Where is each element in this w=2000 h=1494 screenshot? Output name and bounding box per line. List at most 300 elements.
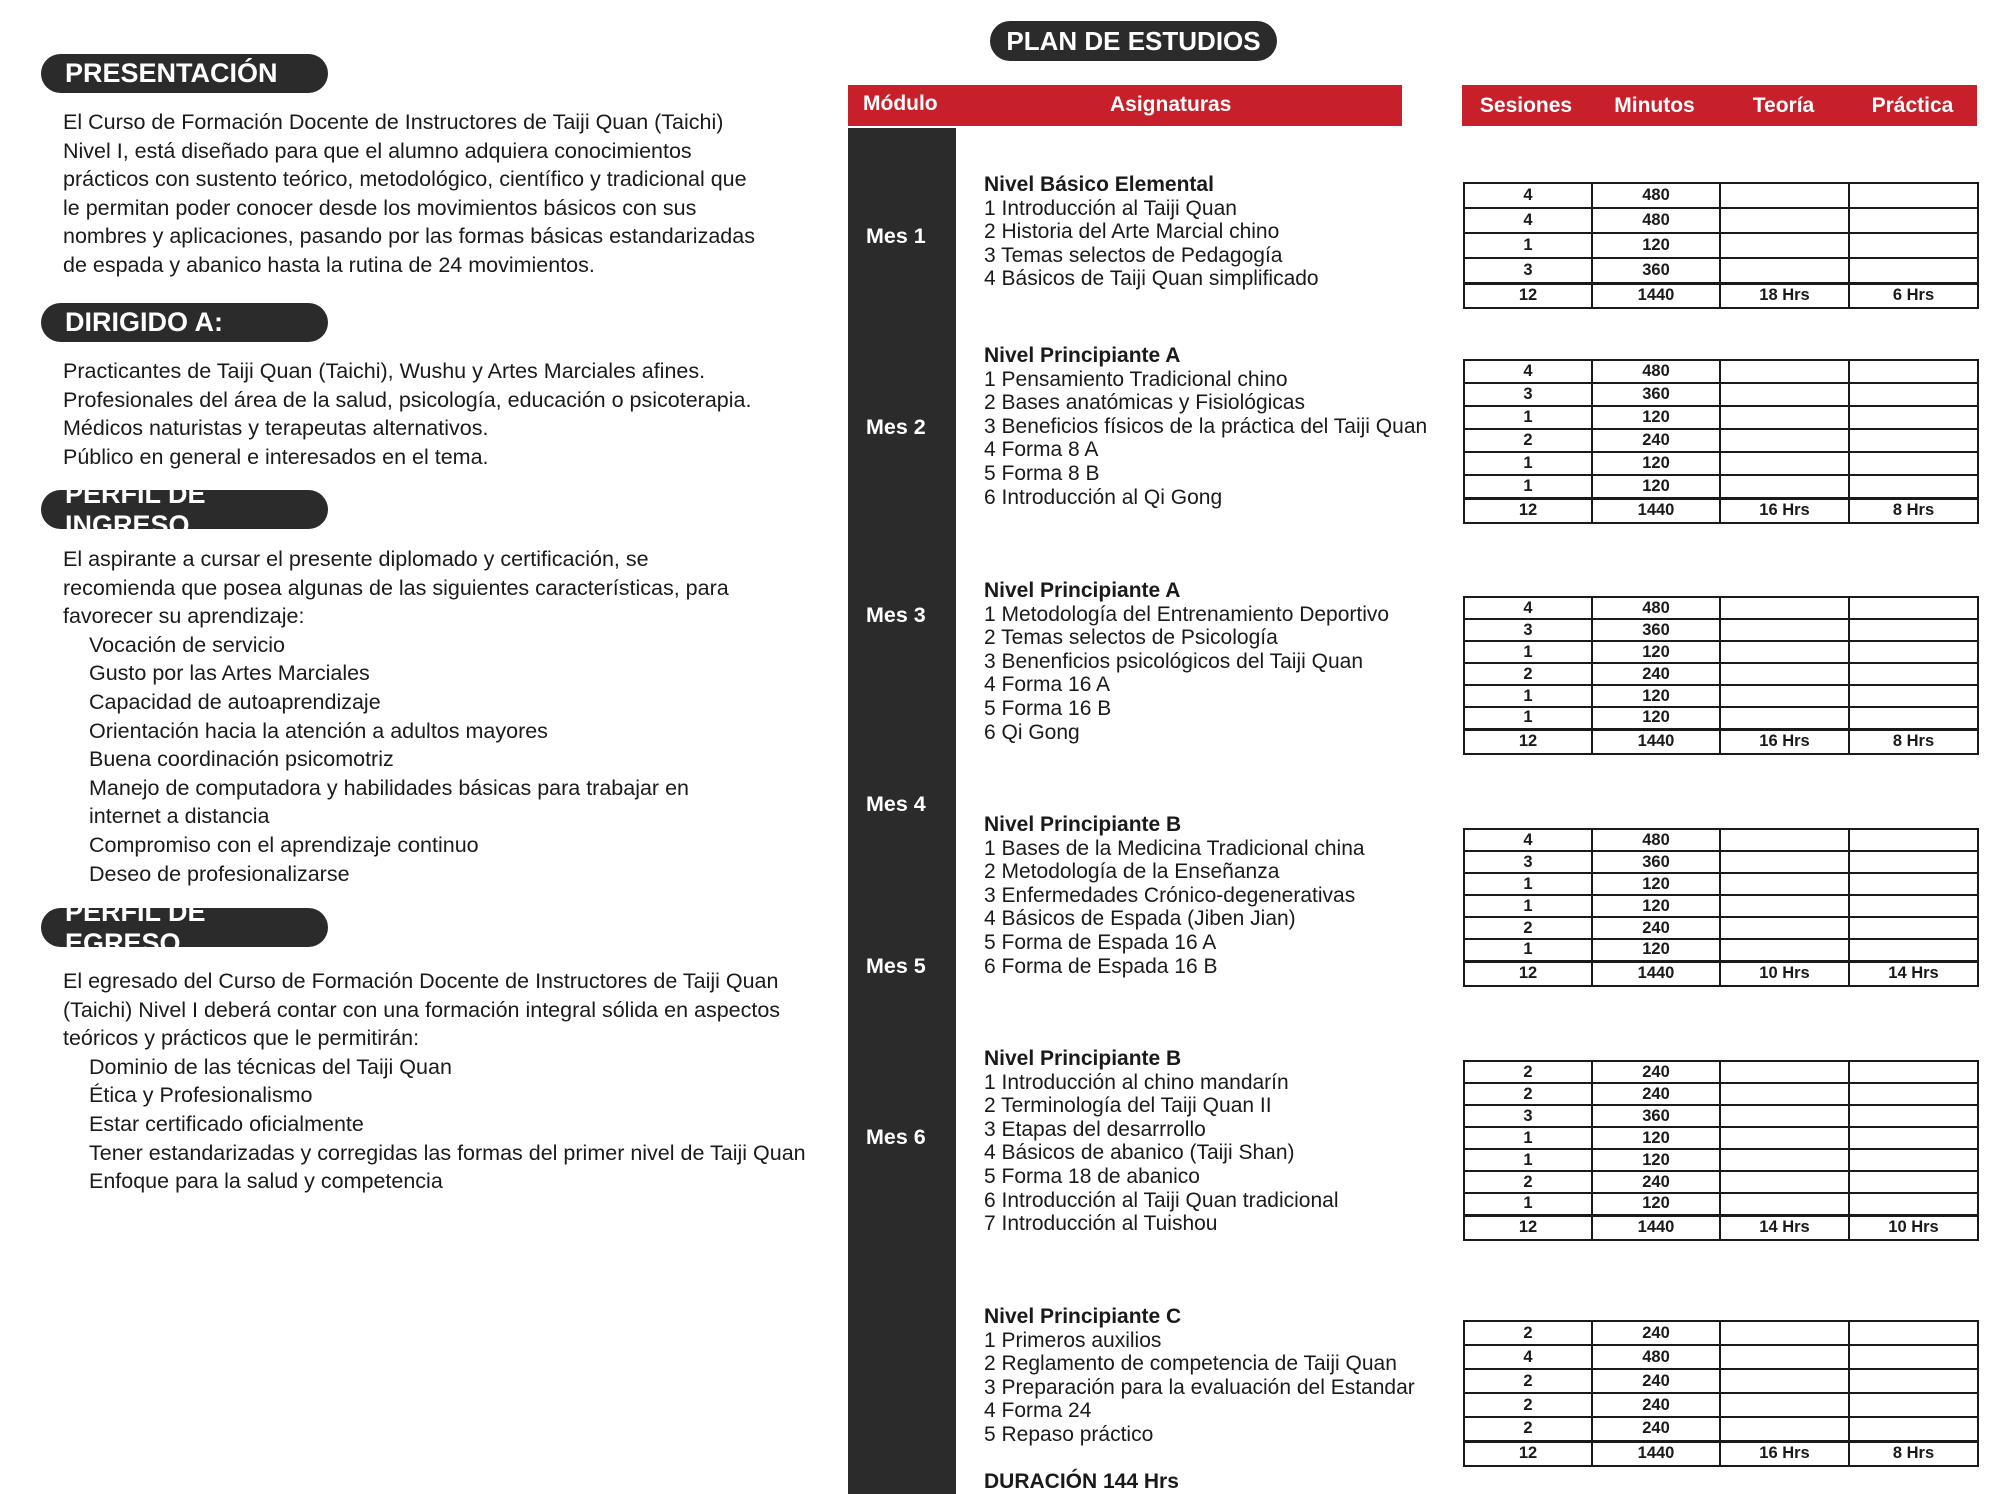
table-row — [1464, 1105, 1978, 1127]
cell-minutos: 1440 — [1592, 283, 1720, 308]
table-row — [1464, 475, 1978, 498]
subject-item: 2 Bases anatómicas y Fisiológicas — [984, 391, 1305, 415]
month-label: Mes 3 — [866, 603, 926, 627]
cell-teoria — [1720, 360, 1849, 383]
cell-practica: 6 Hrs — [1849, 283, 1978, 308]
subject-item: 6 Introducción al Qi Gong — [984, 485, 1223, 509]
cell-sesiones: 12 — [1464, 729, 1592, 754]
cell-practica — [1849, 1083, 1978, 1105]
cell-sesiones: 12 — [1464, 498, 1592, 523]
cell-teoria — [1720, 1321, 1849, 1345]
table-row — [1464, 1321, 1978, 1345]
subject-item: 1 Metodología del Entrenamiento Deportivo — [984, 602, 1390, 626]
cell-minutos: 240 — [1592, 917, 1720, 939]
hours-table — [1463, 182, 1979, 309]
subject-item: 2 Metodología de la Enseñanza — [984, 860, 1280, 884]
subject-item: 4 Básicos de Taiji Quan simplificado — [984, 267, 1319, 291]
cell-practica — [1849, 707, 1978, 729]
subject-item: 4 Básicos de Espada (Jiben Jian) — [984, 907, 1296, 931]
cell-sesiones: 2 — [1464, 429, 1592, 452]
cell-sesiones: 2 — [1464, 1061, 1592, 1083]
cell-minutos: 240 — [1592, 429, 1720, 452]
cell-sesiones: 3 — [1464, 851, 1592, 873]
cell-minutos: 120 — [1592, 1193, 1720, 1215]
subject-item: 5 Repaso práctico — [984, 1422, 1154, 1446]
table-row — [1464, 1127, 1978, 1149]
header-asignaturas: Asignaturas — [1110, 93, 1232, 116]
cell-minutos: 240 — [1592, 1171, 1720, 1193]
cell-sesiones: 1 — [1464, 873, 1592, 895]
table-row — [1464, 1345, 1978, 1369]
subject-item: 1 Primeros auxilios — [984, 1328, 1162, 1352]
duration-label: DURACIÓN 144 Hrs — [984, 1470, 1179, 1493]
cell-sesiones: 4 — [1464, 360, 1592, 383]
cell-minutos: 360 — [1592, 619, 1720, 641]
text-line: Público en general e interesados en el tema. — [63, 444, 489, 469]
cell-practica: 8 Hrs — [1849, 498, 1978, 523]
total-row — [1464, 961, 1978, 986]
cell-teoria — [1720, 1193, 1849, 1215]
cell-teoria — [1720, 641, 1849, 663]
cell-sesiones: 12 — [1464, 961, 1592, 986]
cell-minutos: 240 — [1592, 1321, 1720, 1345]
cell-teoria: 16 Hrs — [1720, 498, 1849, 523]
list-item: Orientación hacia la atención a adultos mayores — [89, 718, 548, 743]
level-title: Nivel Principiante B — [984, 1047, 1182, 1070]
cell-sesiones: 3 — [1464, 258, 1592, 283]
text-line: El Curso de Formación Docente de Instructores de Taiji Quan (Taichi) — [63, 110, 724, 134]
cell-minutos: 480 — [1592, 1345, 1720, 1369]
cell-practica: 8 Hrs — [1849, 729, 1978, 754]
cell-minutos: 120 — [1592, 685, 1720, 707]
cell-practica — [1849, 258, 1978, 283]
header-teoria: Teoría — [1752, 94, 1815, 117]
list-item: Estar certificado oficialmente — [89, 1111, 364, 1136]
level-title: Nivel Básico Elemental — [984, 173, 1214, 196]
table-row — [1464, 1171, 1978, 1193]
cell-practica — [1849, 360, 1978, 383]
cell-teoria — [1720, 1417, 1849, 1441]
text-line: recomienda que posea algunas de las siguientes características, para — [63, 575, 729, 600]
subject-item: 5 Forma de Espada 16 A — [984, 930, 1217, 954]
text-line: favorecer su aprendizaje: — [63, 604, 305, 629]
section-title-ingreso: PERFIL DE INGRESO — [41, 490, 328, 529]
subject-item: 7 Introducción al Tuishou — [984, 1212, 1218, 1236]
cell-minutos: 1440 — [1592, 961, 1720, 986]
cell-minutos: 120 — [1592, 939, 1720, 961]
cell-practica — [1849, 685, 1978, 707]
cell-minutos: 1440 — [1592, 498, 1720, 523]
cell-sesiones: 1 — [1464, 641, 1592, 663]
subject-block — [984, 1047, 1339, 1236]
cell-teoria — [1720, 383, 1849, 406]
list-item: Dominio de las técnicas del Taiji Quan — [89, 1054, 452, 1079]
month-label: Mes 5 — [866, 954, 926, 978]
section-title-dirigido: DIRIGIDO A: — [41, 303, 328, 342]
header-sesiones: Sesiones — [1479, 94, 1573, 117]
cell-practica — [1849, 1171, 1978, 1193]
level-title: Nivel Principiante C — [984, 1305, 1182, 1328]
text-line: le permitan poder conocer desde los movimientos básicos con sus — [63, 195, 697, 220]
cell-minutos: 1440 — [1592, 1441, 1720, 1466]
subject-item: 4 Forma 24 — [984, 1399, 1092, 1423]
table-row — [1464, 1061, 1978, 1083]
cell-practica — [1849, 619, 1978, 641]
cell-minutos: 480 — [1592, 829, 1720, 851]
total-row — [1464, 1215, 1978, 1240]
subject-item: 3 Benenficios psicológicos del Taiji Quan — [984, 649, 1364, 673]
cell-teoria — [1720, 597, 1849, 619]
table-row — [1464, 383, 1978, 406]
cell-minutos: 360 — [1592, 383, 1720, 406]
cell-sesiones: 2 — [1464, 1369, 1592, 1393]
level-title: Nivel Principiante B — [984, 813, 1182, 836]
cell-minutos: 1440 — [1592, 1215, 1720, 1240]
table-row — [1464, 851, 1978, 873]
cell-sesiones: 1 — [1464, 707, 1592, 729]
table-row — [1464, 917, 1978, 939]
cell-teoria — [1720, 685, 1849, 707]
cell-practica — [1849, 663, 1978, 685]
cell-practica — [1849, 233, 1978, 258]
cell-minutos: 360 — [1592, 258, 1720, 283]
cell-practica — [1849, 183, 1978, 208]
cell-minutos: 480 — [1592, 183, 1720, 208]
list-item: Gusto por las Artes Marciales — [89, 661, 370, 686]
text-line: El aspirante a cursar el presente diplomado y certificación, se — [63, 547, 649, 571]
cell-minutos: 120 — [1592, 452, 1720, 475]
cell-minutos: 240 — [1592, 663, 1720, 685]
cell-teoria — [1720, 939, 1849, 961]
table-row — [1464, 1083, 1978, 1105]
list-item: Tener estandarizadas y corregidas las formas del primer nivel de Taiji Quan — [89, 1140, 806, 1165]
cell-sesiones: 1 — [1464, 1193, 1592, 1215]
month-label: Mes 6 — [866, 1125, 926, 1149]
text-line: (Taichi) Nivel I deberá contar con una formación integral sólida en aspectos — [63, 997, 781, 1022]
cell-sesiones: 2 — [1464, 1417, 1592, 1441]
table-row — [1464, 1417, 1978, 1441]
cell-teoria — [1720, 829, 1849, 851]
cell-sesiones: 1 — [1464, 1149, 1592, 1171]
cell-practica — [1849, 939, 1978, 961]
subject-block — [984, 344, 1427, 509]
subject-item: 4 Forma 16 A — [984, 673, 1111, 697]
list-item: Vocación de servicio — [89, 632, 285, 657]
table-row — [1464, 452, 1978, 475]
cell-sesiones: 4 — [1464, 829, 1592, 851]
table-row — [1464, 641, 1978, 663]
ingreso-text — [63, 545, 729, 888]
cell-sesiones: 1 — [1464, 406, 1592, 429]
table-row — [1464, 829, 1978, 851]
cell-teoria — [1720, 406, 1849, 429]
list-item: Manejo de computadora y habilidades básicas para trabajar en — [89, 775, 689, 800]
cell-minutos: 120 — [1592, 1127, 1720, 1149]
cell-teoria — [1720, 452, 1849, 475]
text-line: Médicos naturistas y terapeutas alternativos. — [63, 416, 489, 441]
cell-sesiones: 1 — [1464, 685, 1592, 707]
cell-minutos: 240 — [1592, 1417, 1720, 1441]
subject-item: 5 Forma 8 B — [984, 461, 1100, 485]
subject-item: 3 Etapas del desarrrollo — [984, 1117, 1206, 1141]
table-row — [1464, 895, 1978, 917]
cell-practica — [1849, 1061, 1978, 1083]
cell-teoria — [1720, 663, 1849, 685]
header-bar-hours — [1462, 85, 1977, 126]
subject-item: 6 Qi Gong — [984, 720, 1080, 744]
cell-sesiones: 1 — [1464, 233, 1592, 258]
cell-teoria — [1720, 707, 1849, 729]
cell-minutos: 120 — [1592, 873, 1720, 895]
table-row — [1464, 429, 1978, 452]
text-line: nombres y aplicaciones, pasando por las formas básicas estandarizadas — [63, 224, 755, 249]
cell-teoria — [1720, 475, 1849, 498]
subject-item: 3 Enfermedades Crónico-degenerativas — [984, 883, 1356, 907]
cell-practica: 14 Hrs — [1849, 961, 1978, 986]
cell-practica — [1849, 851, 1978, 873]
cell-practica — [1849, 208, 1978, 233]
subject-item: 6 Introducción al Taiji Quan tradicional — [984, 1188, 1339, 1212]
presentacion-text — [63, 108, 755, 280]
cell-minutos: 240 — [1592, 1393, 1720, 1417]
dirigido-text — [63, 357, 751, 471]
table-row — [1464, 208, 1978, 233]
cell-teoria: 18 Hrs — [1720, 283, 1849, 308]
cell-practica — [1849, 429, 1978, 452]
list-item: Enfoque para la salud y competencia — [89, 1169, 443, 1194]
table-row — [1464, 597, 1978, 619]
subject-item: 3 Beneficios físicos de la práctica del Taiji Quan — [984, 414, 1428, 438]
cell-minutos: 120 — [1592, 707, 1720, 729]
cell-minutos: 120 — [1592, 233, 1720, 258]
cell-sesiones: 1 — [1464, 452, 1592, 475]
hours-table — [1463, 596, 1979, 755]
cell-sesiones: 4 — [1464, 208, 1592, 233]
subject-item: 2 Historia del Arte Marcial chino — [984, 220, 1280, 244]
text-line: El egresado del Curso de Formación Docente de Instructores de Taiji Quan — [63, 969, 779, 993]
cell-teoria — [1720, 429, 1849, 452]
text-line: prácticos con sustento teórico, metodológico, científico y tradicional que — [63, 167, 747, 192]
cell-teoria — [1720, 183, 1849, 208]
cell-teoria — [1720, 873, 1849, 895]
table-row — [1464, 663, 1978, 685]
cell-minutos: 1440 — [1592, 729, 1720, 754]
table-row — [1464, 873, 1978, 895]
table-row — [1464, 1193, 1978, 1215]
subject-block — [984, 173, 1319, 291]
subject-block — [984, 1305, 1415, 1447]
table-row — [1464, 685, 1978, 707]
cell-practica — [1849, 1369, 1978, 1393]
cell-sesiones: 2 — [1464, 1083, 1592, 1105]
table-row — [1464, 406, 1978, 429]
list-item: Buena coordinación psicomotriz — [89, 747, 394, 772]
cell-sesiones: 1 — [1464, 895, 1592, 917]
text-line: Profesionales del área de la salud, psicología, educación o psicoterapia. — [63, 387, 752, 412]
table-row — [1464, 619, 1978, 641]
cell-teoria: 16 Hrs — [1720, 729, 1849, 754]
header-minutos: Minutos — [1614, 94, 1695, 117]
subject-item: 3 Preparación para la evaluación del Estandar — [984, 1375, 1415, 1399]
cell-practica — [1849, 452, 1978, 475]
subject-item: 1 Introducción al Taiji Quan — [984, 196, 1237, 220]
cell-practica — [1849, 1193, 1978, 1215]
cell-minutos: 120 — [1592, 475, 1720, 498]
table-row — [1464, 1149, 1978, 1171]
cell-teoria — [1720, 851, 1849, 873]
section-title-egreso: PERFIL DE EGRESO — [41, 908, 328, 947]
cell-teoria — [1720, 1083, 1849, 1105]
list-item: Ética y Profesionalismo — [89, 1083, 313, 1108]
cell-practica — [1849, 406, 1978, 429]
cell-sesiones: 12 — [1464, 1215, 1592, 1240]
cell-sesiones: 4 — [1464, 597, 1592, 619]
table-row — [1464, 258, 1978, 283]
cell-practica — [1849, 1321, 1978, 1345]
subject-item: 5 Forma 16 B — [984, 696, 1112, 720]
cell-sesiones: 12 — [1464, 283, 1592, 308]
cell-practica — [1849, 475, 1978, 498]
cell-teoria — [1720, 895, 1849, 917]
cell-sesiones: 2 — [1464, 1321, 1592, 1345]
month-label: Mes 4 — [866, 792, 926, 816]
hours-table — [1463, 1060, 1979, 1241]
cell-practica — [1849, 641, 1978, 663]
cell-teoria: 16 Hrs — [1720, 1441, 1849, 1466]
hours-table — [1463, 359, 1979, 524]
cell-teoria — [1720, 258, 1849, 283]
cell-practica: 10 Hrs — [1849, 1215, 1978, 1240]
subject-item: 1 Bases de la Medicina Tradicional china — [984, 836, 1365, 860]
header-bar-subjects — [848, 85, 1402, 126]
text-line: Nivel I, está diseñado para que el alumno adquiera conocimientos — [63, 138, 692, 163]
cell-sesiones: 3 — [1464, 1105, 1592, 1127]
subject-item: 3 Temas selectos de Pedagogía — [984, 243, 1283, 267]
subject-block — [984, 813, 1365, 978]
subject-item: 2 Temas selectos de Psicología — [984, 626, 1278, 650]
list-item: internet a distancia — [89, 804, 270, 829]
month-label: Mes 1 — [866, 224, 926, 248]
cell-teoria — [1720, 1149, 1849, 1171]
level-title: Nivel Principiante A — [984, 579, 1181, 602]
cell-teoria — [1720, 1393, 1849, 1417]
cell-teoria: 14 Hrs — [1720, 1215, 1849, 1240]
cell-sesiones: 1 — [1464, 939, 1592, 961]
table-row — [1464, 233, 1978, 258]
cell-minutos: 360 — [1592, 1105, 1720, 1127]
cell-minutos: 240 — [1592, 1369, 1720, 1393]
text-line: de espada y abanico hasta la rutina de 24 movimientos. — [63, 252, 595, 277]
plan-title: PLAN DE ESTUDIOS — [990, 21, 1277, 61]
subject-block — [984, 579, 1389, 744]
subject-item: 5 Forma 18 de abanico — [984, 1164, 1200, 1188]
subject-item: 2 Reglamento de competencia de Taiji Quan — [984, 1352, 1397, 1376]
cell-practica — [1849, 1393, 1978, 1417]
cell-minutos: 480 — [1592, 597, 1720, 619]
header-modulo: Módulo — [863, 92, 938, 115]
cell-sesiones: 4 — [1464, 1345, 1592, 1369]
cell-teoria: 10 Hrs — [1720, 961, 1849, 986]
cell-teoria — [1720, 1345, 1849, 1369]
total-row — [1464, 283, 1978, 308]
subject-item: 1 Pensamiento Tradicional chino — [984, 367, 1288, 391]
total-row — [1464, 729, 1978, 754]
list-item: Deseo de profesionalizarse — [89, 861, 350, 886]
cell-minutos: 240 — [1592, 1061, 1720, 1083]
table-row — [1464, 183, 1978, 208]
cell-sesiones: 2 — [1464, 1171, 1592, 1193]
cell-sesiones: 3 — [1464, 383, 1592, 406]
cell-teoria — [1720, 619, 1849, 641]
section-title-presentacion: PRESENTACIÓN — [41, 54, 328, 93]
cell-practica — [1849, 1149, 1978, 1171]
cell-practica — [1849, 873, 1978, 895]
cell-sesiones: 2 — [1464, 1393, 1592, 1417]
cell-minutos: 360 — [1592, 851, 1720, 873]
cell-teoria — [1720, 1105, 1849, 1127]
hours-table — [1463, 828, 1979, 987]
cell-minutos: 120 — [1592, 895, 1720, 917]
cell-teoria — [1720, 233, 1849, 258]
cell-teoria — [1720, 1127, 1849, 1149]
cell-practica — [1849, 895, 1978, 917]
cell-practica — [1849, 383, 1978, 406]
cell-practica — [1849, 1417, 1978, 1441]
table-row — [1464, 1393, 1978, 1417]
cell-sesiones: 1 — [1464, 475, 1592, 498]
cell-minutos: 240 — [1592, 1083, 1720, 1105]
hours-table — [1463, 1320, 1979, 1467]
text-line: teóricos y prácticos que le permitirán: — [63, 1026, 420, 1051]
subject-item: 6 Forma de Espada 16 B — [984, 954, 1218, 978]
cell-minutos: 120 — [1592, 1149, 1720, 1171]
cell-practica: 8 Hrs — [1849, 1441, 1978, 1466]
cell-sesiones: 4 — [1464, 183, 1592, 208]
cell-teoria — [1720, 1061, 1849, 1083]
cell-minutos: 480 — [1592, 360, 1720, 383]
text-line: Practicantes de Taiji Quan (Taichi), Wushu y Artes Marciales afines. — [63, 359, 706, 383]
cell-practica — [1849, 1345, 1978, 1369]
table-row — [1464, 1369, 1978, 1393]
list-item: Compromiso con el aprendizaje continuo — [89, 832, 479, 857]
cell-sesiones: 3 — [1464, 619, 1592, 641]
total-row — [1464, 1441, 1978, 1466]
level-title: Nivel Principiante A — [984, 344, 1181, 367]
cell-practica — [1849, 597, 1978, 619]
subject-item: 4 Forma 8 A — [984, 438, 1099, 462]
cell-minutos: 120 — [1592, 641, 1720, 663]
cell-sesiones: 2 — [1464, 917, 1592, 939]
table-row — [1464, 360, 1978, 383]
table-row — [1464, 939, 1978, 961]
table-row — [1464, 707, 1978, 729]
cell-teoria — [1720, 917, 1849, 939]
list-item: Capacidad de autoaprendizaje — [89, 689, 381, 714]
cell-sesiones: 2 — [1464, 663, 1592, 685]
subject-item: 2 Terminología del Taiji Quan II — [984, 1094, 1272, 1118]
cell-minutos: 480 — [1592, 208, 1720, 233]
header-practica: Práctica — [1871, 94, 1954, 117]
cell-practica — [1849, 917, 1978, 939]
cell-practica — [1849, 1127, 1978, 1149]
cell-practica — [1849, 829, 1978, 851]
egreso-text — [63, 967, 806, 1196]
cell-teoria — [1720, 1369, 1849, 1393]
subject-item: 4 Básicos de abanico (Taiji Shan) — [984, 1141, 1295, 1165]
month-label: Mes 2 — [866, 415, 926, 439]
cell-teoria — [1720, 208, 1849, 233]
total-row — [1464, 498, 1978, 523]
